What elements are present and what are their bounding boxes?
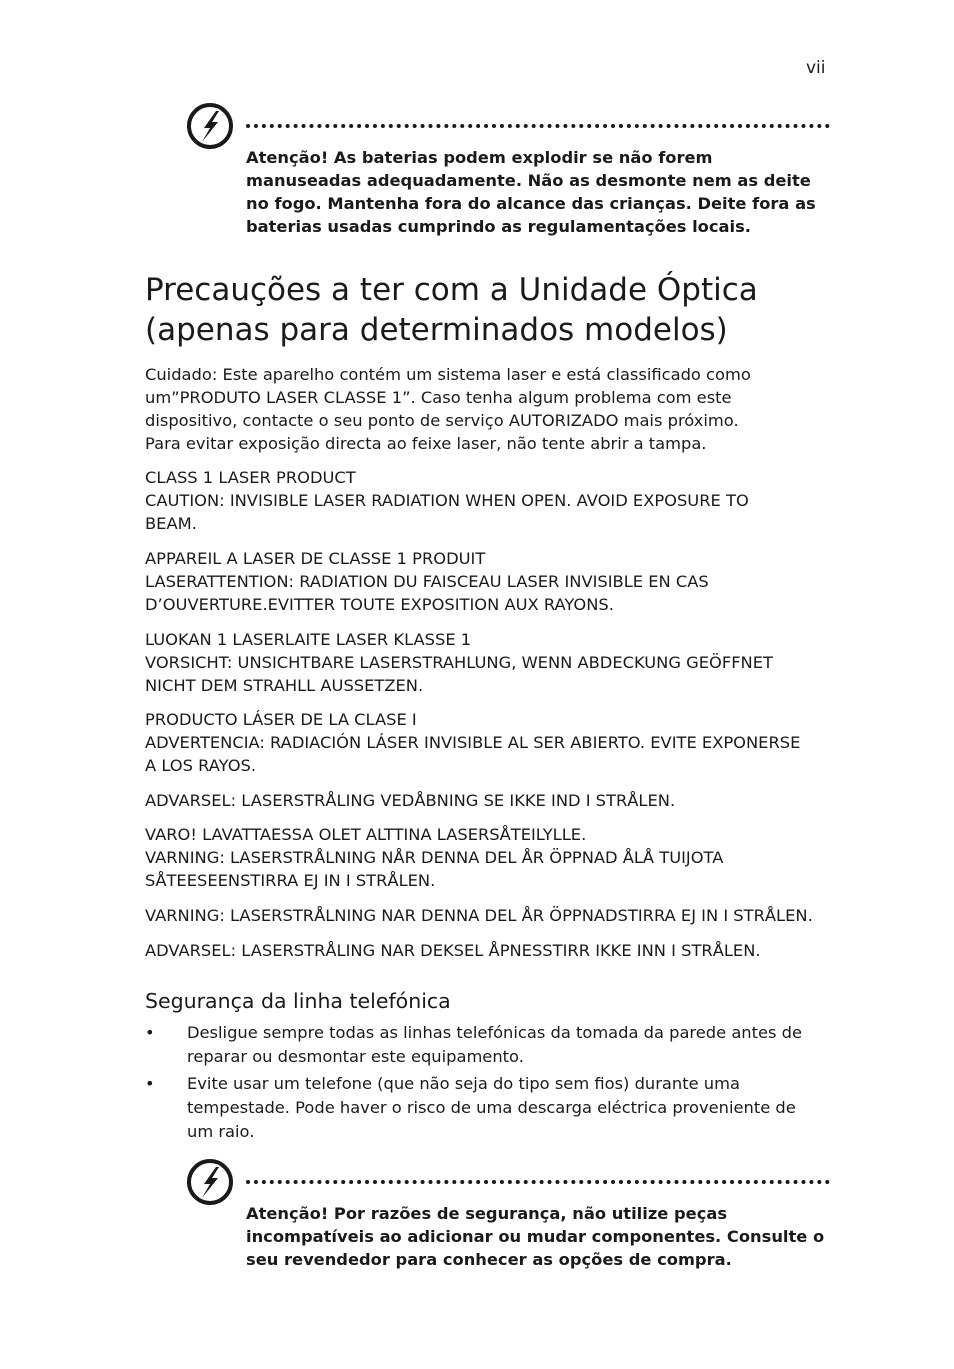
paragraph-danish <box>145 789 845 812</box>
paragraph-line: Para evitar exposição directa ao feixe laser, não tente abrir a tampa. <box>145 434 707 453</box>
paragraph-line: LASERATTENTION: RADIATION DU FAISCEAU LASER INVISIBLE EN CAS <box>145 572 709 591</box>
paragraph-line: um”PRODUTO LASER CLASSE 1”. Caso tenha algum problema com este <box>145 388 732 407</box>
list-item-line: Evite usar um telefone (que não seja do tipo sem fios) durante uma <box>187 1074 740 1093</box>
paragraph-line: ADVARSEL: LASERSTRÅLING VEDÅBNING SE IKKE IND I STRÅLEN. <box>145 791 676 810</box>
warning-text: Atenção! As baterias podem explodir se não forem manuseadas adequadamente. Não as desmonte nem as deite no fogo. Mantenha fora do alcance das crianças. Deite fora as baterias usadas cumprindo as regulamentações locais. <box>246 148 816 236</box>
heading-line-1: Precauções a ter com a Unidade Óptica <box>145 272 758 308</box>
paragraph-french <box>145 547 845 616</box>
section-heading <box>145 270 845 350</box>
paragraph-line: VARNING: LASERSTRÅLNING NAR DENNA DEL ÅR ÖPPNADSTIRRA EJ IN I STRÅLEN. <box>145 906 813 925</box>
paragraph-norwegian <box>145 939 845 962</box>
list-item-line: tempestade. Pode haver o risco de uma descarga eléctrica proveniente de <box>187 1098 796 1117</box>
lightning-warning-icon <box>186 1158 234 1206</box>
paragraph-spanish <box>145 708 845 777</box>
warning-box-components <box>186 1158 830 1278</box>
paragraph-line: Cuidado: Este aparelho contém um sistema laser e está classificado como <box>145 365 751 384</box>
list-item-line: um raio. <box>187 1122 255 1141</box>
bullet-mark: • <box>145 1074 155 1093</box>
list-item-text <box>187 1021 837 1069</box>
paragraph-line: dispositivo, contacte o seu ponto de serviço AUTORIZADO mais próximo. <box>145 411 739 430</box>
lightning-warning-icon <box>186 102 234 150</box>
list-item <box>145 1072 835 1144</box>
paragraph-line: APPAREIL A LASER DE CLASSE 1 PRODUIT <box>145 549 486 568</box>
list-item-line: reparar ou desmontar este equipamento. <box>187 1047 524 1066</box>
warning-text: Atenção! Por razões de segurança, não utilize peças incompatíveis ao adicionar ou mudar componentes. Consulte o seu revendedor para conhecer as opções de compra. <box>246 1204 825 1269</box>
paragraph-line: NICHT DEM STRAHLL AUSSETZEN. <box>145 676 424 695</box>
paragraph-line: A LOS RAYOS. <box>145 756 257 775</box>
paragraph-line: ADVERTENCIA: RADIACIÓN LÁSER INVISIBLE AL SER ABIERTO. EVITE EXPONERSE <box>145 733 801 752</box>
list-item-line: Desligue sempre todas as linhas telefónicas da tomada da parede antes de <box>187 1023 803 1042</box>
paragraph-finnish-swedish <box>145 823 845 892</box>
paragraph-line: SÅTEESEENSTIRRA EJ IN I STRÅLEN. <box>145 871 436 890</box>
phone-safety-heading: Segurança da linha telefónica <box>145 989 451 1013</box>
page-number: vii <box>806 58 826 78</box>
dotted-divider <box>246 124 830 128</box>
bullet-mark: • <box>145 1023 155 1042</box>
paragraph-caution <box>145 363 845 455</box>
paragraph-line: VARO! LAVATTAESSA OLET ALTTINA LASERSÅTEILYLLE. <box>145 825 587 844</box>
heading-line-2: (apenas para determinados modelos) <box>145 312 728 348</box>
paragraph-line: VARNING: LASERSTRÅLNING NÅR DENNA DEL ÅR ÖPPNAD ÅLÅ TUIJOTA <box>145 848 724 867</box>
paragraph-finnish-german <box>145 628 845 697</box>
paragraph-line: LUOKAN 1 LASERLAITE LASER KLASSE 1 <box>145 630 472 649</box>
list-item <box>145 1021 835 1069</box>
paragraph-line: VORSICHT: UNSICHTBARE LASERSTRAHLUNG, WENN ABDECKUNG GEÖFFNET <box>145 653 773 672</box>
paragraph-line: CAUTION: INVISIBLE LASER RADIATION WHEN OPEN. AVOID EXPOSURE TO <box>145 491 749 510</box>
paragraph-line: BEAM. <box>145 514 197 533</box>
paragraph-line: D’OUVERTURE.EVITTER TOUTE EXPOSITION AUX RAYONS. <box>145 595 614 614</box>
paragraph-swedish <box>145 904 845 927</box>
paragraph-line: PRODUCTO LÁSER DE LA CLASE I <box>145 710 417 729</box>
list-item-text <box>187 1072 837 1144</box>
paragraph-english <box>145 466 845 535</box>
warning-box-battery <box>186 102 830 242</box>
paragraph-line: ADVARSEL: LASERSTRÅLING NAR DEKSEL ÅPNESSTIRR IKKE INN I STRÅLEN. <box>145 941 761 960</box>
paragraph-line: CLASS 1 LASER PRODUCT <box>145 468 356 487</box>
dotted-divider <box>246 1180 830 1184</box>
